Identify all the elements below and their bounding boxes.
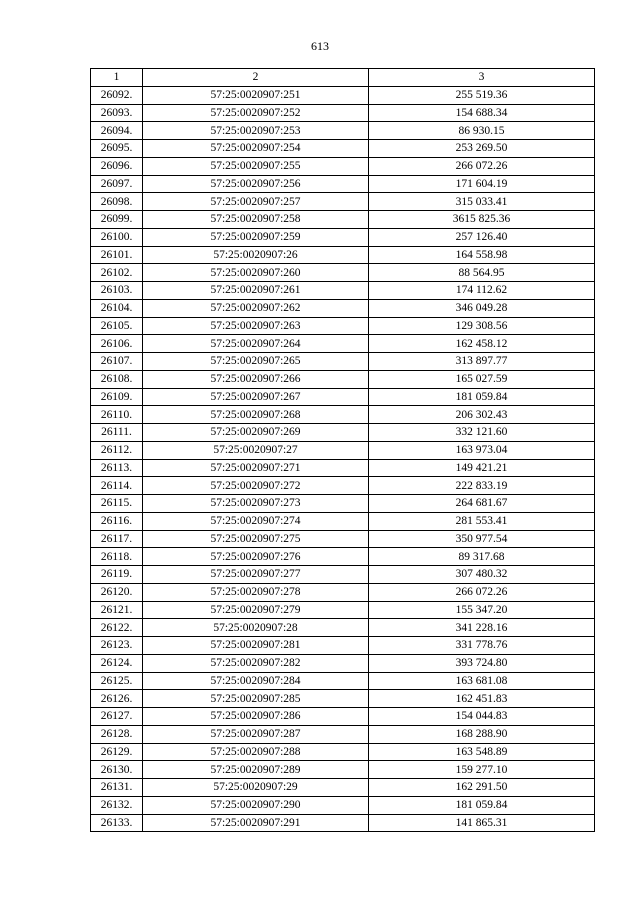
value-cell: 206 302.43 (369, 406, 595, 424)
table-row (91, 211, 595, 229)
row-number-cell: 26108. (91, 370, 143, 388)
cadastral-number-cell: 57:25:0020907:262 (143, 299, 369, 317)
page-number: 613 (311, 39, 329, 53)
table-row (91, 814, 595, 832)
value-cell: 164 558.98 (369, 246, 595, 264)
cadastral-number-cell: 57:25:0020907:271 (143, 459, 369, 477)
cadastral-number-cell: 57:25:0020907:287 (143, 725, 369, 743)
cadastral-number-cell: 57:25:0020907:290 (143, 796, 369, 814)
cadastral-number-cell: 57:25:0020907:260 (143, 264, 369, 282)
table-row (91, 619, 595, 637)
table-row (91, 157, 595, 175)
cadastral-number-cell: 57:25:0020907:277 (143, 566, 369, 584)
value-cell: 154 044.83 (369, 708, 595, 726)
cadastral-number-cell: 57:25:0020907:267 (143, 388, 369, 406)
value-cell: 257 126.40 (369, 228, 595, 246)
value-cell: 129 308.56 (369, 317, 595, 335)
table-row (91, 477, 595, 495)
value-cell: 149 421.21 (369, 459, 595, 477)
column-header-cadastral-number: 2 (143, 69, 369, 87)
cadastral-number-cell: 57:25:0020907:268 (143, 406, 369, 424)
table-row (91, 299, 595, 317)
row-number-cell: 26120. (91, 583, 143, 601)
cadastral-number-cell: 57:25:0020907:264 (143, 335, 369, 353)
row-number-cell: 26111. (91, 424, 143, 442)
cadastral-number-cell: 57:25:0020907:273 (143, 495, 369, 513)
row-number-cell: 26106. (91, 335, 143, 353)
row-number-cell: 26107. (91, 353, 143, 371)
cadastral-number-cell: 57:25:0020907:26 (143, 246, 369, 264)
cadastral-number-cell: 57:25:0020907:291 (143, 814, 369, 832)
cadastral-number-cell: 57:25:0020907:261 (143, 282, 369, 300)
table-row (91, 370, 595, 388)
table-row (91, 583, 595, 601)
row-number-cell: 26093. (91, 104, 143, 122)
row-number-cell: 26117. (91, 530, 143, 548)
row-number-cell: 26121. (91, 601, 143, 619)
value-cell: 174 112.62 (369, 282, 595, 300)
cadastral-number-cell: 57:25:0020907:252 (143, 104, 369, 122)
value-cell: 281 553.41 (369, 512, 595, 530)
value-cell: 264 681.67 (369, 495, 595, 513)
table-row (91, 122, 595, 140)
row-number-cell: 26131. (91, 779, 143, 797)
table-row (91, 779, 595, 797)
value-cell: 346 049.28 (369, 299, 595, 317)
value-cell: 315 033.41 (369, 193, 595, 211)
table-row (91, 530, 595, 548)
cadastral-number-cell: 57:25:0020907:259 (143, 228, 369, 246)
value-cell: 171 604.19 (369, 175, 595, 193)
cadastral-number-cell: 57:25:0020907:27 (143, 441, 369, 459)
value-cell: 155 347.20 (369, 601, 595, 619)
value-cell: 162 458.12 (369, 335, 595, 353)
value-cell: 307 480.32 (369, 566, 595, 584)
table-row (91, 353, 595, 371)
row-number-cell: 26098. (91, 193, 143, 211)
cadastral-number-cell: 57:25:0020907:275 (143, 530, 369, 548)
table-row (91, 175, 595, 193)
value-cell: 332 121.60 (369, 424, 595, 442)
table-row (91, 228, 595, 246)
column-header-number: 1 (91, 69, 143, 87)
table-header-row (91, 69, 595, 87)
cadastral-number-cell: 57:25:0020907:281 (143, 637, 369, 655)
table-row (91, 335, 595, 353)
value-cell: 393 724.80 (369, 654, 595, 672)
value-cell: 255 519.36 (369, 86, 595, 104)
row-number-cell: 26096. (91, 157, 143, 175)
value-cell: 222 833.19 (369, 477, 595, 495)
row-number-cell: 26118. (91, 548, 143, 566)
row-number-cell: 26126. (91, 690, 143, 708)
value-cell: 141 865.31 (369, 814, 595, 832)
value-cell: 163 681.08 (369, 672, 595, 690)
value-cell: 3615 825.36 (369, 211, 595, 229)
cadastral-number-cell: 57:25:0020907:251 (143, 86, 369, 104)
value-cell: 162 291.50 (369, 779, 595, 797)
cadastral-number-cell: 57:25:0020907:29 (143, 779, 369, 797)
value-cell: 266 072.26 (369, 583, 595, 601)
row-number-cell: 26132. (91, 796, 143, 814)
value-cell: 350 977.54 (369, 530, 595, 548)
table-row (91, 282, 595, 300)
table-row (91, 406, 595, 424)
row-number-cell: 26122. (91, 619, 143, 637)
value-cell: 168 288.90 (369, 725, 595, 743)
table-row (91, 317, 595, 335)
table-row (91, 637, 595, 655)
table-row (91, 441, 595, 459)
value-cell: 162 451.83 (369, 690, 595, 708)
table-row (91, 566, 595, 584)
cadastral-number-cell: 57:25:0020907:258 (143, 211, 369, 229)
table-row (91, 548, 595, 566)
cadastral-number-cell: 57:25:0020907:276 (143, 548, 369, 566)
table-row (91, 193, 595, 211)
table-row (91, 690, 595, 708)
cadastral-number-cell: 57:25:0020907:269 (143, 424, 369, 442)
table-row (91, 388, 595, 406)
cadastral-number-cell: 57:25:0020907:263 (143, 317, 369, 335)
row-number-cell: 26125. (91, 672, 143, 690)
row-number-cell: 26123. (91, 637, 143, 655)
table-row (91, 743, 595, 761)
row-number-cell: 26116. (91, 512, 143, 530)
cadastral-number-cell: 57:25:0020907:284 (143, 672, 369, 690)
cadastral-number-cell: 57:25:0020907:266 (143, 370, 369, 388)
value-cell: 88 564.95 (369, 264, 595, 282)
table-row (91, 708, 595, 726)
value-cell: 159 277.10 (369, 761, 595, 779)
table-row (91, 761, 595, 779)
row-number-cell: 26103. (91, 282, 143, 300)
row-number-cell: 26114. (91, 477, 143, 495)
table-row (91, 601, 595, 619)
value-cell: 165 027.59 (369, 370, 595, 388)
value-cell: 266 072.26 (369, 157, 595, 175)
value-cell: 163 973.04 (369, 441, 595, 459)
row-number-cell: 26092. (91, 86, 143, 104)
value-cell: 181 059.84 (369, 388, 595, 406)
value-cell: 313 897.77 (369, 353, 595, 371)
value-cell: 181 059.84 (369, 796, 595, 814)
cadastral-number-cell: 57:25:0020907:278 (143, 583, 369, 601)
table-row (91, 140, 595, 158)
row-number-cell: 26115. (91, 495, 143, 513)
table-row (91, 459, 595, 477)
value-cell: 163 548.89 (369, 743, 595, 761)
value-cell: 89 317.68 (369, 548, 595, 566)
row-number-cell: 26133. (91, 814, 143, 832)
table-row (91, 672, 595, 690)
table-row (91, 654, 595, 672)
table-row (91, 86, 595, 104)
row-number-cell: 26099. (91, 211, 143, 229)
value-cell: 341 228.16 (369, 619, 595, 637)
cadastral-number-cell: 57:25:0020907:255 (143, 157, 369, 175)
cadastral-number-cell: 57:25:0020907:279 (143, 601, 369, 619)
table-row (91, 246, 595, 264)
row-number-cell: 26112. (91, 441, 143, 459)
table-row (91, 104, 595, 122)
table-row (91, 424, 595, 442)
table-row (91, 264, 595, 282)
row-number-cell: 26101. (91, 246, 143, 264)
row-number-cell: 26109. (91, 388, 143, 406)
row-number-cell: 26100. (91, 228, 143, 246)
table-row (91, 725, 595, 743)
cadastral-number-cell: 57:25:0020907:285 (143, 690, 369, 708)
table-row (91, 796, 595, 814)
row-number-cell: 26110. (91, 406, 143, 424)
cadastral-number-cell: 57:25:0020907:265 (143, 353, 369, 371)
cadastral-number-cell: 57:25:0020907:254 (143, 140, 369, 158)
table-row (91, 495, 595, 513)
value-cell: 253 269.50 (369, 140, 595, 158)
row-number-cell: 26105. (91, 317, 143, 335)
row-number-cell: 26124. (91, 654, 143, 672)
row-number-cell: 26119. (91, 566, 143, 584)
column-header-value: 3 (369, 69, 595, 87)
cadastral-number-cell: 57:25:0020907:282 (143, 654, 369, 672)
value-cell: 86 930.15 (369, 122, 595, 140)
row-number-cell: 26094. (91, 122, 143, 140)
cadastral-number-cell: 57:25:0020907:257 (143, 193, 369, 211)
row-number-cell: 26102. (91, 264, 143, 282)
cadastral-number-cell: 57:25:0020907:274 (143, 512, 369, 530)
row-number-cell: 26130. (91, 761, 143, 779)
cadastral-number-cell: 57:25:0020907:286 (143, 708, 369, 726)
cadastral-number-cell: 57:25:0020907:289 (143, 761, 369, 779)
value-cell: 331 778.76 (369, 637, 595, 655)
table-body (91, 86, 595, 832)
row-number-cell: 26113. (91, 459, 143, 477)
cadastral-value-table (90, 68, 595, 832)
row-number-cell: 26095. (91, 140, 143, 158)
cadastral-number-cell: 57:25:0020907:272 (143, 477, 369, 495)
cadastral-number-cell: 57:25:0020907:256 (143, 175, 369, 193)
row-number-cell: 26129. (91, 743, 143, 761)
cadastral-number-cell: 57:25:0020907:28 (143, 619, 369, 637)
row-number-cell: 26097. (91, 175, 143, 193)
row-number-cell: 26127. (91, 708, 143, 726)
cadastral-number-cell: 57:25:0020907:288 (143, 743, 369, 761)
row-number-cell: 26104. (91, 299, 143, 317)
value-cell: 154 688.34 (369, 104, 595, 122)
table-row (91, 512, 595, 530)
row-number-cell: 26128. (91, 725, 143, 743)
cadastral-number-cell: 57:25:0020907:253 (143, 122, 369, 140)
